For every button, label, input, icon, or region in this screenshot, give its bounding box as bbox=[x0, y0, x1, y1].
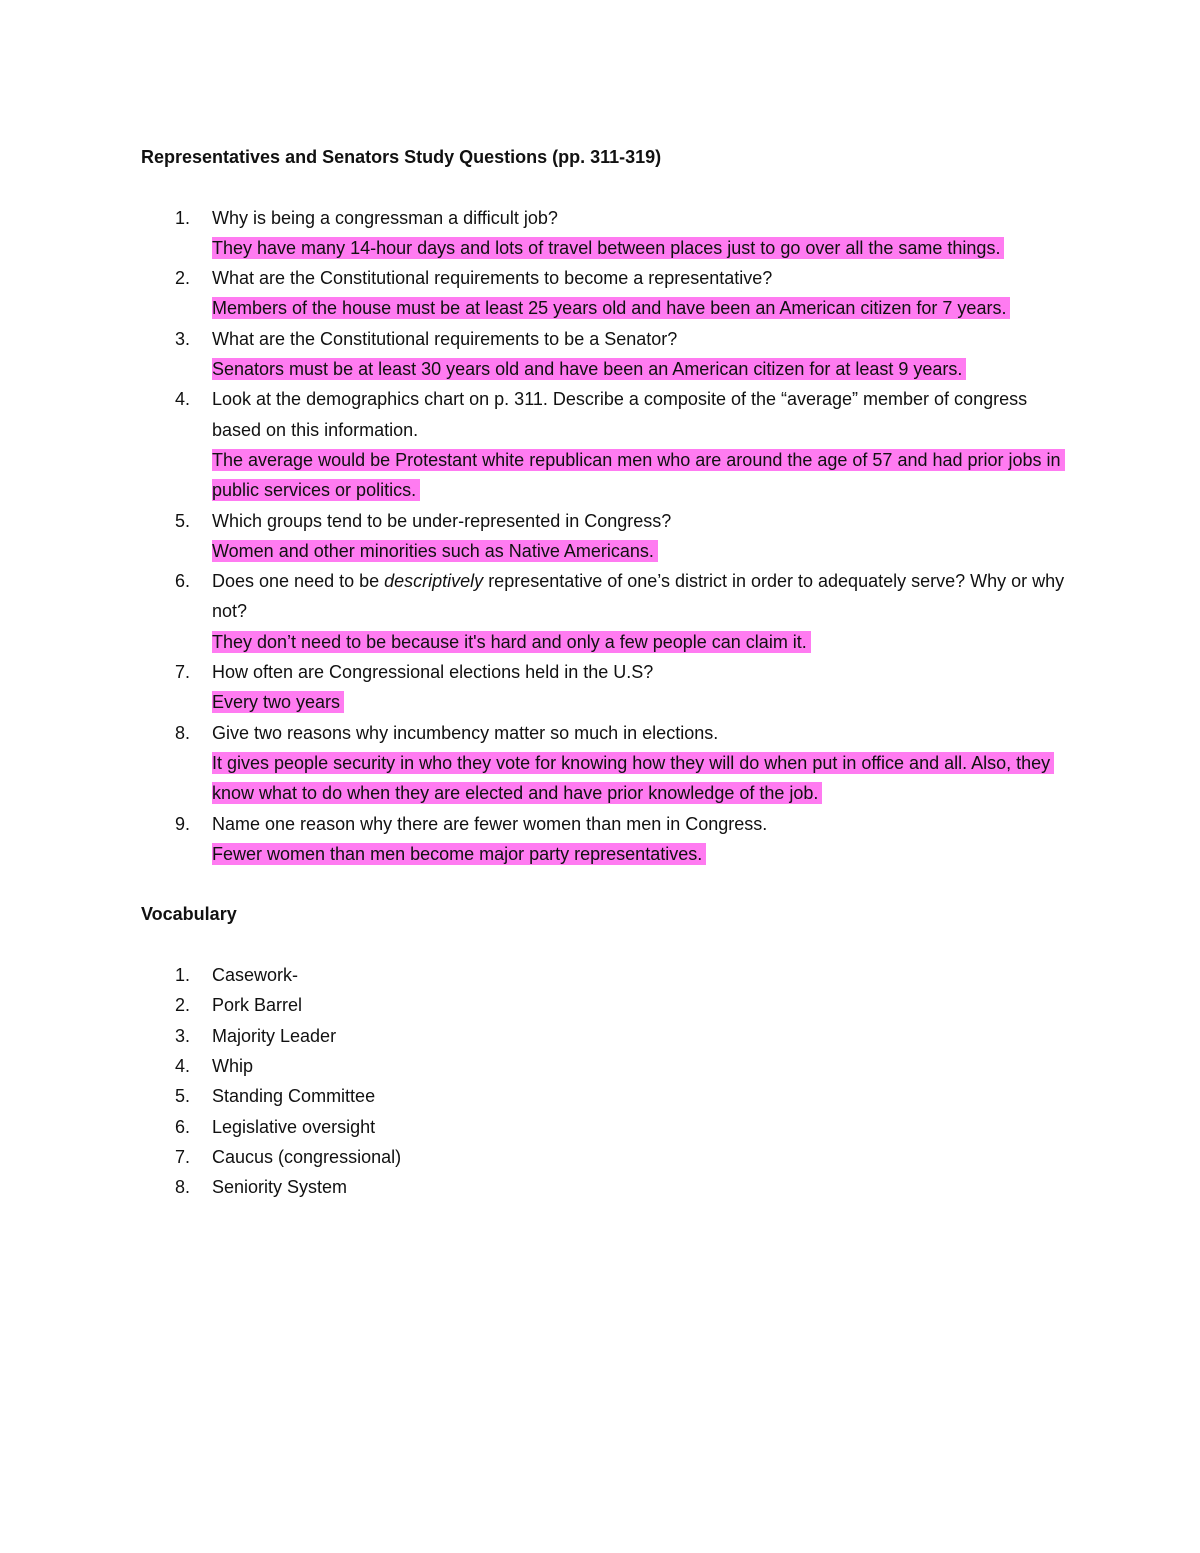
vocabulary-number: 6. bbox=[175, 1116, 191, 1137]
vocabulary-item bbox=[141, 990, 1071, 1020]
question-number: 9. bbox=[175, 813, 191, 834]
question-number: 1. bbox=[175, 207, 191, 228]
question-item bbox=[141, 324, 1071, 385]
answer-highlight: They don’t need to be because it's hard and only a few people can claim it. bbox=[212, 631, 811, 653]
question-item bbox=[141, 809, 1071, 870]
question-text: Look at the demographics chart on p. 311. Describe a composite of the “average” member of congress based on this information. bbox=[212, 389, 1028, 440]
question-item bbox=[141, 263, 1071, 324]
question-item bbox=[141, 718, 1071, 809]
question-text: Why is being a congressman a difficult job? bbox=[212, 207, 558, 228]
question-item bbox=[141, 566, 1071, 657]
answer-highlight: The average would be Protestant white republican men who are around the age of 57 and had prior jobs in public services or politics. bbox=[212, 449, 1065, 501]
question-text: Give two reasons why incumbency matter so much in elections. bbox=[212, 722, 719, 743]
answer-highlight: Senators must be at least 30 years old and have been an American citizen for at least 9 years. bbox=[212, 358, 966, 380]
vocabulary-list bbox=[141, 960, 1071, 1202]
vocabulary-term: Majority Leader bbox=[212, 1025, 337, 1046]
question-number: 4. bbox=[175, 389, 191, 410]
question-text bbox=[212, 566, 1071, 627]
document-title: Representatives and Senators Study Questions (pp. 311-319) bbox=[141, 147, 662, 167]
vocabulary-item bbox=[141, 1142, 1071, 1172]
question-text: Name one reason why there are fewer women than men in Congress. bbox=[212, 813, 768, 834]
question-text: Which groups tend to be under-represented in Congress? bbox=[212, 510, 672, 531]
vocabulary-term: Caucus (congressional) bbox=[212, 1146, 402, 1167]
vocabulary-term: Pork Barrel bbox=[212, 995, 303, 1016]
vocabulary-item bbox=[141, 1021, 1071, 1051]
vocabulary-number: 3. bbox=[175, 1025, 191, 1046]
vocabulary-term: Seniority System bbox=[212, 1177, 348, 1198]
question-item bbox=[141, 203, 1071, 264]
document-content bbox=[141, 142, 1071, 1202]
question-item bbox=[141, 384, 1071, 505]
question-text: What are the Constitutional requirements to become a representative? bbox=[212, 268, 773, 289]
vocabulary-item bbox=[141, 1051, 1071, 1081]
question-number: 6. bbox=[175, 571, 191, 592]
answer-highlight: Every two years bbox=[212, 691, 344, 713]
question-text-part: Does one need to be bbox=[212, 571, 385, 592]
vocabulary-number: 1. bbox=[175, 965, 191, 986]
question-item bbox=[141, 657, 1071, 718]
vocabulary-number: 5. bbox=[175, 1086, 191, 1107]
question-text: What are the Constitutional requirements to be a Senator? bbox=[212, 328, 678, 349]
question-number: 7. bbox=[175, 662, 191, 683]
vocabulary-item bbox=[141, 1112, 1071, 1142]
vocabulary-number: 7. bbox=[175, 1146, 191, 1167]
vocabulary-number: 8. bbox=[175, 1177, 191, 1198]
answer-highlight: Members of the house must be at least 25 years old and have been an American citizen for 7 years. bbox=[212, 297, 1010, 319]
question-text-part: representative of one’s district in order to adequately serve? Why or why not? bbox=[212, 571, 1065, 622]
question-item bbox=[141, 506, 1071, 567]
vocabulary-term: Casework- bbox=[212, 965, 299, 986]
vocabulary-item bbox=[141, 1172, 1071, 1202]
vocabulary-heading: Vocabulary bbox=[141, 904, 237, 925]
question-text: How often are Congressional elections held in the U.S? bbox=[212, 662, 654, 683]
answer-highlight: They have many 14-hour days and lots of travel between places just to go over all the same things. bbox=[212, 237, 1004, 259]
vocabulary-item bbox=[141, 960, 1071, 990]
vocabulary-number: 4. bbox=[175, 1055, 191, 1076]
question-number: 2. bbox=[175, 268, 191, 289]
question-emphasis: descriptively bbox=[384, 571, 484, 592]
vocabulary-number: 2. bbox=[175, 995, 191, 1016]
answer-highlight: It gives people security in who they vote for knowing how they will do when put in office and all. Also, they know what to do when they are elected and have prior knowledge of the job. bbox=[212, 752, 1054, 804]
questions-list bbox=[141, 203, 1071, 870]
vocabulary-term: Legislative oversight bbox=[212, 1116, 376, 1137]
answer-highlight: Fewer women than men become major party representatives. bbox=[212, 843, 706, 865]
vocabulary-term: Whip bbox=[212, 1055, 254, 1076]
question-number: 8. bbox=[175, 722, 191, 743]
question-number: 5. bbox=[175, 510, 191, 531]
vocabulary-term: Standing Committee bbox=[212, 1086, 376, 1107]
question-number: 3. bbox=[175, 328, 191, 349]
vocabulary-item bbox=[141, 1081, 1071, 1111]
answer-highlight: Women and other minorities such as Native Americans. bbox=[212, 540, 658, 562]
